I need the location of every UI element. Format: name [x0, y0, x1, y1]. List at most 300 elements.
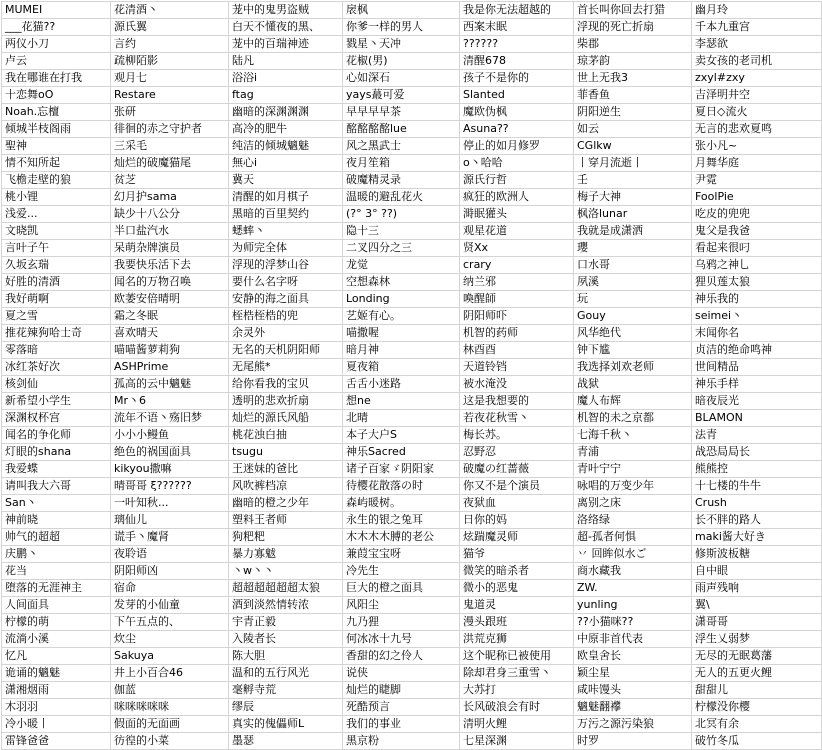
- table-cell[interactable]: 青浦: [574, 444, 692, 461]
- table-cell[interactable]: 毫孵寺荒: [229, 682, 343, 699]
- table-cell[interactable]: 溡眠獾头: [460, 206, 574, 223]
- table-cell[interactable]: 人间面具: [2, 597, 111, 614]
- table-cell[interactable]: 帅气的超超: [2, 529, 111, 546]
- table-cell[interactable]: 长风破浪会有时: [460, 699, 574, 716]
- table-cell[interactable]: 月舞华庭: [692, 155, 822, 172]
- table-cell[interactable]: 柠檬的萌: [2, 614, 111, 631]
- table-cell[interactable]: 缺少十八公分: [111, 206, 229, 223]
- table-cell[interactable]: 香甜的幻之伶人: [343, 648, 460, 665]
- table-cell[interactable]: 翼\: [692, 597, 822, 614]
- table-cell[interactable]: 日你的妈: [460, 512, 574, 529]
- table-cell[interactable]: 末闻你名: [692, 325, 822, 342]
- table-cell[interactable]: 墨瑟: [229, 733, 343, 750]
- table-cell[interactable]: 纳兰邪: [460, 274, 574, 291]
- table-cell[interactable]: 龙觉: [343, 257, 460, 274]
- table-cell[interactable]: 喵撒喔: [343, 325, 460, 342]
- table-cell[interactable]: 无尾熊*: [229, 359, 343, 376]
- table-cell[interactable]: yays蕞可爱: [343, 87, 460, 104]
- table-cell[interactable]: 花椒(男): [343, 53, 460, 70]
- table-cell[interactable]: 战狱: [574, 376, 692, 393]
- table-cell[interactable]: 发芽的小仙童: [111, 597, 229, 614]
- table-cell[interactable]: 超超超超超超太狼: [229, 580, 343, 597]
- table-cell[interactable]: 吃皮的兜兜: [692, 206, 822, 223]
- table-cell[interactable]: 你爹一样的男人: [343, 19, 460, 36]
- table-cell[interactable]: 丷 回眸似水ご: [574, 546, 692, 563]
- table-cell[interactable]: 熊熊控: [692, 461, 822, 478]
- table-cell[interactable]: 暗夜辰光: [692, 393, 822, 410]
- table-cell[interactable]: 浮生乂弱梦: [692, 631, 822, 648]
- table-cell[interactable]: zxyl#zxy: [692, 70, 822, 87]
- table-cell[interactable]: 无人的五更火鲤: [692, 665, 822, 682]
- table-cell[interactable]: 时罗: [574, 733, 692, 750]
- table-cell[interactable]: Restare: [111, 87, 229, 104]
- table-cell[interactable]: 霜之冬眠: [111, 308, 229, 325]
- table-cell[interactable]: 林酉酉: [460, 342, 574, 359]
- table-cell[interactable]: Noah.忘檀: [2, 104, 111, 121]
- table-cell[interactable]: 十恋舞oO: [2, 87, 111, 104]
- table-cell[interactable]: 桃小锂: [2, 189, 111, 206]
- table-cell[interactable]: 瓔: [574, 240, 692, 257]
- table-cell[interactable]: 九乃狸: [343, 614, 460, 631]
- table-cell[interactable]: 贞洁的绝命鸣神: [692, 342, 822, 359]
- table-cell[interactable]: 本子大户S: [343, 427, 460, 444]
- table-cell[interactable]: 推花辣狗哈士奇: [2, 325, 111, 342]
- table-cell[interactable]: 柠檬没你樱: [692, 699, 822, 716]
- table-cell[interactable]: 冀天: [229, 172, 343, 189]
- table-cell[interactable]: 桃花浊白抽: [229, 427, 343, 444]
- table-cell[interactable]: 卢云: [2, 53, 111, 70]
- table-cell[interactable]: 安静的海之面具: [229, 291, 343, 308]
- table-cell[interactable]: 清醒678: [460, 53, 574, 70]
- table-cell[interactable]: 灿烂的源氏风船: [229, 410, 343, 427]
- table-cell[interactable]: 幽暗的深渊渊渊: [229, 104, 343, 121]
- table-cell[interactable]: 何冰冰十九号: [343, 631, 460, 648]
- table-cell[interactable]: 彷徨的小菜: [111, 733, 229, 750]
- table-cell[interactable]: 冷小暖丨: [2, 716, 111, 733]
- table-cell[interactable]: 冷先生: [343, 563, 460, 580]
- table-cell[interactable]: 七海千秋丶: [574, 427, 692, 444]
- table-cell[interactable]: 堕落的无涯神主: [2, 580, 111, 597]
- table-cell[interactable]: 塑料王者师: [229, 512, 343, 529]
- table-cell[interactable]: 十七楼的牛牛: [692, 478, 822, 495]
- table-cell[interactable]: 透明的悲欢折扇: [229, 393, 343, 410]
- table-cell[interactable]: crary: [460, 257, 574, 274]
- table-cell[interactable]: 幻月护sama: [111, 189, 229, 206]
- table-cell[interactable]: 纯洁的倾城魑魅: [229, 138, 343, 155]
- table-cell[interactable]: 隐十三: [343, 223, 460, 240]
- table-cell[interactable]: 首长叫你回去打猎: [574, 2, 692, 19]
- table-cell[interactable]: 幽暗的橙之少年: [229, 495, 343, 512]
- table-cell[interactable]: 乌鸦之神乚: [692, 257, 822, 274]
- table-cell[interactable]: 王迷妹的爸比: [229, 461, 343, 478]
- table-cell[interactable]: 两仪小刀: [2, 36, 111, 53]
- table-cell[interactable]: 梅长苏。: [460, 427, 574, 444]
- table-cell[interactable]: 欧皇舍长: [574, 648, 692, 665]
- table-cell[interactable]: Crush: [692, 495, 822, 512]
- table-cell[interactable]: 晴哥哥 ξ??????: [111, 478, 229, 495]
- table-cell[interactable]: 兼葭宝宝呀: [343, 546, 460, 563]
- table-cell[interactable]: 夏夜箱: [343, 359, 460, 376]
- table-cell[interactable]: 风华绝代: [574, 325, 692, 342]
- table-cell[interactable]: 玩: [574, 291, 692, 308]
- table-cell[interactable]: 夜聆语: [111, 546, 229, 563]
- table-cell[interactable]: 心如深石: [343, 70, 460, 87]
- table-cell[interactable]: 余灵外: [229, 325, 343, 342]
- table-cell[interactable]: 孩子不是你的: [460, 70, 574, 87]
- table-cell[interactable]: 法青: [692, 427, 822, 444]
- table-cell[interactable]: 宿命: [111, 580, 229, 597]
- table-cell[interactable]: 七星深渊: [460, 733, 574, 750]
- table-cell[interactable]: 巨大的橙之面具: [343, 580, 460, 597]
- table-cell[interactable]: 青叶宁宁: [574, 461, 692, 478]
- table-cell[interactable]: 我就是成潇洒: [574, 223, 692, 240]
- table-cell[interactable]: 暴力寡魃: [229, 546, 343, 563]
- table-cell[interactable]: Asuna??: [460, 121, 574, 138]
- table-cell[interactable]: Gouy: [574, 308, 692, 325]
- table-cell[interactable]: 一叶知秋...: [111, 495, 229, 512]
- table-cell[interactable]: 自中眼: [692, 563, 822, 580]
- table-cell[interactable]: 要什么名字呀: [229, 274, 343, 291]
- table-cell[interactable]: 夏日◇流火: [692, 104, 822, 121]
- table-cell[interactable]: 洛络绿: [574, 512, 692, 529]
- table-cell[interactable]: 舌舌小迷路: [343, 376, 460, 393]
- table-cell[interactable]: 这个昵称已被使用: [460, 648, 574, 665]
- table-cell[interactable]: 茏中的鬼男盗贼: [229, 2, 343, 19]
- table-cell[interactable]: ftag: [229, 87, 343, 104]
- table-cell[interactable]: 夜狱血: [460, 495, 574, 512]
- table-cell[interactable]: 请叫我大六哥: [2, 478, 111, 495]
- table-cell[interactable]: 飞檐走壁的狼: [2, 172, 111, 189]
- table-cell[interactable]: 漫头跟班: [460, 614, 574, 631]
- table-cell[interactable]: 好胜的清酒: [2, 274, 111, 291]
- table-cell[interactable]: 北冥有余: [692, 716, 822, 733]
- table-cell[interactable]: 万污之源污染狼: [574, 716, 692, 733]
- table-cell[interactable]: 李瑟欲: [692, 36, 822, 53]
- table-cell[interactable]: 深渊权杯宫: [2, 410, 111, 427]
- table-cell[interactable]: 花当: [2, 563, 111, 580]
- table-cell[interactable]: 我选择刘欢老师: [574, 359, 692, 376]
- table-cell[interactable]: 超-孤者何惧: [574, 529, 692, 546]
- table-cell[interactable]: 阴阳师凶: [111, 563, 229, 580]
- table-cell[interactable]: ASHPrime: [111, 359, 229, 376]
- table-cell[interactable]: 久坂玄瑞: [2, 257, 111, 274]
- table-cell[interactable]: 聖神: [2, 138, 111, 155]
- table-cell[interactable]: 咸咔馒头: [574, 682, 692, 699]
- table-cell[interactable]: (?° 3° ??): [343, 206, 460, 223]
- table-cell[interactable]: 空想森林: [343, 274, 460, 291]
- table-cell[interactable]: 猫爷: [460, 546, 574, 563]
- table-cell[interactable]: 诸子百家ゞ阴阳家: [343, 461, 460, 478]
- table-cell[interactable]: 真实的傀儡师L: [229, 716, 343, 733]
- table-cell[interactable]: 伽蓝: [111, 682, 229, 699]
- table-cell[interactable]: 口水哥: [574, 257, 692, 274]
- table-cell[interactable]: maki酱大好き: [692, 529, 822, 546]
- table-cell[interactable]: 甜甜儿: [692, 682, 822, 699]
- table-cell[interactable]: 倾城半枝阁雨: [2, 121, 111, 138]
- table-cell[interactable]: 源氏行哲: [460, 172, 574, 189]
- table-cell[interactable]: 破魔の红蔷薇: [460, 461, 574, 478]
- table-cell[interactable]: 源氏翼: [111, 19, 229, 36]
- table-cell[interactable]: Sakuya: [111, 648, 229, 665]
- table-cell[interactable]: 琼茅韵: [574, 53, 692, 70]
- table-cell[interactable]: 吉泽明井空: [692, 87, 822, 104]
- table-cell[interactable]: 温暖的避乱花火: [343, 189, 460, 206]
- table-cell[interactable]: 贤Xx: [460, 240, 574, 257]
- table-cell[interactable]: 机智的药师: [460, 325, 574, 342]
- table-cell[interactable]: 忆凡: [2, 648, 111, 665]
- table-cell[interactable]: 我们的事业: [343, 716, 460, 733]
- table-cell[interactable]: 缪辰: [229, 699, 343, 716]
- table-cell[interactable]: 魔人布辉: [574, 393, 692, 410]
- table-cell[interactable]: 这是我想要的: [460, 393, 574, 410]
- table-cell[interactable]: 待樱花散落の时: [343, 478, 460, 495]
- table-cell[interactable]: 大苏打: [460, 682, 574, 699]
- table-cell[interactable]: 喵喵酱萝莉狗: [111, 342, 229, 359]
- table-cell[interactable]: 黑暗的百里契约: [229, 206, 343, 223]
- table-cell[interactable]: 丨穿月流逝丨: [574, 155, 692, 172]
- table-cell[interactable]: 观月七: [111, 70, 229, 87]
- table-cell[interactable]: 风之黑武士: [343, 138, 460, 155]
- table-cell[interactable]: 我要快乐活下去: [111, 257, 229, 274]
- table-cell[interactable]: 灯眼的shana: [2, 444, 111, 461]
- table-cell[interactable]: 神前晓: [2, 512, 111, 529]
- table-cell[interactable]: 长不胖的路人: [692, 512, 822, 529]
- table-cell[interactable]: 商水藏我: [574, 563, 692, 580]
- table-cell[interactable]: 梅子大神: [574, 189, 692, 206]
- table-cell[interactable]: 幽月玲: [692, 2, 822, 19]
- table-cell[interactable]: 绝色的祸国面具: [111, 444, 229, 461]
- table-cell[interactable]: 世上无我3: [574, 70, 692, 87]
- table-cell[interactable]: 若夜花秋雪丶: [460, 410, 574, 427]
- table-cell[interactable]: 核剑仙: [2, 376, 111, 393]
- table-cell[interactable]: 宇青正毅: [229, 614, 343, 631]
- table-cell[interactable]: 死酷预言: [343, 699, 460, 716]
- table-cell[interactable]: 张小凡~: [692, 138, 822, 155]
- table-cell[interactable]: 黑京粉: [343, 733, 460, 750]
- table-cell[interactable]: 中原非首代表: [574, 631, 692, 648]
- table-cell[interactable]: 陆凡: [229, 53, 343, 70]
- table-cell[interactable]: 被水淹没: [460, 376, 574, 393]
- table-cell[interactable]: 假面的无面画: [111, 716, 229, 733]
- table-cell[interactable]: 情不知所起: [2, 155, 111, 172]
- table-cell[interactable]: 我是你无法超越的: [460, 2, 574, 19]
- table-cell[interactable]: 看起来很叼: [692, 240, 822, 257]
- table-cell[interactable]: 魑魅翻襻: [574, 699, 692, 716]
- table-cell[interactable]: 柴郡: [574, 36, 692, 53]
- table-cell[interactable]: 浅爱...: [2, 206, 111, 223]
- table-cell[interactable]: 清明火鲤: [460, 716, 574, 733]
- table-cell[interactable]: 夜月笙箱: [343, 155, 460, 172]
- table-cell[interactable]: 战恐局局长: [692, 444, 822, 461]
- table-cell[interactable]: 闻名的万物召唤: [111, 274, 229, 291]
- table-cell[interactable]: 张研: [111, 104, 229, 121]
- table-cell[interactable]: 茏中的百瑞神迹: [229, 36, 343, 53]
- table-cell[interactable]: 阴阳师吓: [460, 308, 574, 325]
- table-cell[interactable]: 下午五点的、: [111, 614, 229, 631]
- table-cell[interactable]: 零落暗: [2, 342, 111, 359]
- table-cell[interactable]: 鬼道灵: [460, 597, 574, 614]
- table-cell[interactable]: 徘徊的赤之守护者: [111, 121, 229, 138]
- table-cell[interactable]: 停止的如月修罗: [460, 138, 574, 155]
- table-cell[interactable]: 狗粑粑: [229, 529, 343, 546]
- table-cell[interactable]: 说侠: [343, 665, 460, 682]
- table-cell[interactable]: 呆萌杂牌演员: [111, 240, 229, 257]
- table-cell[interactable]: 想ne: [343, 393, 460, 410]
- table-cell[interactable]: 千本九重宫: [692, 19, 822, 36]
- table-cell[interactable]: 枫洛lunar: [574, 206, 692, 223]
- table-cell[interactable]: 温和的五行风光: [229, 665, 343, 682]
- table-cell[interactable]: 夙溪: [574, 274, 692, 291]
- table-cell[interactable]: 丶w丶丶: [229, 563, 343, 580]
- table-cell[interactable]: San丶: [2, 495, 111, 512]
- table-cell[interactable]: 流年不语丶殇旧梦: [111, 410, 229, 427]
- table-cell[interactable]: 鬼父是我爸: [692, 223, 822, 240]
- table-cell[interactable]: 为师完全体: [229, 240, 343, 257]
- table-cell[interactable]: 酩酩酩酩lue: [343, 121, 460, 138]
- table-cell[interactable]: 我爱蝶: [2, 461, 111, 478]
- table-cell[interactable]: 灿烂的破魔猫尾: [111, 155, 229, 172]
- table-cell[interactable]: 冰红茶好次: [2, 359, 111, 376]
- table-cell[interactable]: 小小小鳗鱼: [111, 427, 229, 444]
- table-cell[interactable]: 菲香鱼: [574, 87, 692, 104]
- table-cell[interactable]: 森屿暖树。: [343, 495, 460, 512]
- table-cell[interactable]: 离别之床: [574, 495, 692, 512]
- table-cell[interactable]: 雷锋爸爸: [2, 733, 111, 750]
- table-cell[interactable]: 半口盐汽水: [111, 223, 229, 240]
- table-cell[interactable]: 艺姬有心。: [343, 308, 460, 325]
- table-cell[interactable]: 戮星丶天冲: [343, 36, 460, 53]
- table-cell[interactable]: 忍野忍: [460, 444, 574, 461]
- table-cell[interactable]: 流淌小溪: [2, 631, 111, 648]
- table-cell[interactable]: 西案末眠: [460, 19, 574, 36]
- table-cell[interactable]: 咏唱的万变少年: [574, 478, 692, 495]
- table-cell[interactable]: 喚醒師: [460, 291, 574, 308]
- table-cell[interactable]: 壬: [574, 172, 692, 189]
- table-cell[interactable]: ___花猫??: [2, 19, 111, 36]
- table-cell[interactable]: 无言的悲欢夏鸣: [692, 121, 822, 138]
- table-cell[interactable]: 言约: [111, 36, 229, 53]
- table-cell[interactable]: 无尽的无眠葛藩: [692, 648, 822, 665]
- table-cell[interactable]: 言叶子午: [2, 240, 111, 257]
- table-cell[interactable]: 文晓凯: [2, 223, 111, 240]
- table-cell[interactable]: 孤高的云中魑魅: [111, 376, 229, 393]
- table-cell[interactable]: 神乐手样: [692, 376, 822, 393]
- table-cell[interactable]: 狸贝莲太狼: [692, 274, 822, 291]
- table-cell[interactable]: ??小猫咪??: [574, 614, 692, 631]
- table-cell[interactable]: 疏柳陌影: [111, 53, 229, 70]
- table-cell[interactable]: BLAMON: [692, 410, 822, 427]
- table-cell[interactable]: FoolPie: [692, 189, 822, 206]
- table-cell[interactable]: 雨声残响: [692, 580, 822, 597]
- table-cell[interactable]: 机智的未之京都: [574, 410, 692, 427]
- table-cell[interactable]: 清醒的如月棋子: [229, 189, 343, 206]
- table-cell[interactable]: o丶哈哈: [460, 155, 574, 172]
- table-cell[interactable]: 微笑的暗杀者: [460, 563, 574, 580]
- table-cell[interactable]: 修斯波板糖: [692, 546, 822, 563]
- table-cell[interactable]: 破竹冬瓜: [692, 733, 822, 750]
- table-cell[interactable]: 璃仙儿: [111, 512, 229, 529]
- table-cell[interactable]: 世间精品: [692, 359, 822, 376]
- table-cell[interactable]: 微小的恶鬼: [460, 580, 574, 597]
- table-cell[interactable]: 神乐我的: [692, 291, 822, 308]
- table-cell[interactable]: 酒到淡然情转浓: [229, 597, 343, 614]
- table-cell[interactable]: 炊尘: [111, 631, 229, 648]
- table-cell[interactable]: 贫芝: [111, 172, 229, 189]
- table-cell[interactable]: MUMEI: [2, 2, 111, 19]
- table-cell[interactable]: ??????: [460, 36, 574, 53]
- table-cell[interactable]: seimei丶: [692, 308, 822, 325]
- table-cell[interactable]: Slanted: [460, 87, 574, 104]
- table-cell[interactable]: 欧萎安倍晴明: [111, 291, 229, 308]
- table-cell[interactable]: 扆枫: [343, 2, 460, 19]
- table-cell[interactable]: 潇湘烟雨: [2, 682, 111, 699]
- table-cell[interactable]: 二叉四分之三: [343, 240, 460, 257]
- table-cell[interactable]: Mr丶6: [111, 393, 229, 410]
- table-cell[interactable]: 浮现的死亡折扇: [574, 19, 692, 36]
- table-cell[interactable]: 潇哥哥: [692, 614, 822, 631]
- table-cell[interactable]: 阴阳逆生: [574, 104, 692, 121]
- table-cell[interactable]: 高冷的肥牛: [229, 121, 343, 138]
- table-cell[interactable]: 钟下尴: [574, 342, 692, 359]
- table-cell[interactable]: 炫踹魔灵师: [460, 529, 574, 546]
- table-cell[interactable]: 夏之雪: [2, 308, 111, 325]
- table-cell[interactable]: 新希望小学生: [2, 393, 111, 410]
- table-cell[interactable]: 浮现的浮梦山谷: [229, 257, 343, 274]
- table-cell[interactable]: yunling: [574, 597, 692, 614]
- table-cell[interactable]: tsugu: [229, 444, 343, 461]
- table-cell[interactable]: 观星花道: [460, 223, 574, 240]
- table-cell[interactable]: 無心i: [229, 155, 343, 172]
- table-cell[interactable]: 颖尘星: [574, 665, 692, 682]
- table-cell[interactable]: 浴浴i: [229, 70, 343, 87]
- table-cell[interactable]: 木木木木膊的老公: [343, 529, 460, 546]
- table-cell[interactable]: 咪咪咪咪咪: [111, 699, 229, 716]
- table-cell[interactable]: 你又不是个演员: [460, 478, 574, 495]
- table-cell[interactable]: 疯狂的欧洲人: [460, 189, 574, 206]
- table-cell[interactable]: 北晴: [343, 410, 460, 427]
- table-cell[interactable]: CGlkw: [574, 138, 692, 155]
- table-cell[interactable]: 我在哪谁在打我: [2, 70, 111, 87]
- table-cell[interactable]: 喜欢晴天: [111, 325, 229, 342]
- table-cell[interactable]: 神乐Sacred: [343, 444, 460, 461]
- table-cell[interactable]: 无名的天机阴阳师: [229, 342, 343, 359]
- table-cell[interactable]: 灿烂的睫脚: [343, 682, 460, 699]
- table-cell[interactable]: 洪荒克狮: [460, 631, 574, 648]
- table-cell[interactable]: 桎梏桎梏的兜: [229, 308, 343, 325]
- table-cell[interactable]: 庆鹏丶: [2, 546, 111, 563]
- table-cell[interactable]: 诡诵的魑魅: [2, 665, 111, 682]
- table-cell[interactable]: Londing: [343, 291, 460, 308]
- table-cell[interactable]: 蟋蟀丶: [229, 223, 343, 240]
- table-cell[interactable]: 天道铃铛: [460, 359, 574, 376]
- table-cell[interactable]: 给你看我的宝贝: [229, 376, 343, 393]
- table-cell[interactable]: 谎手丶魔肾: [111, 529, 229, 546]
- table-cell[interactable]: 我好萌啊: [2, 291, 111, 308]
- table-cell[interactable]: 破魔精灵录: [343, 172, 460, 189]
- table-cell[interactable]: 风阳尘: [343, 597, 460, 614]
- table-cell[interactable]: 魔欧伪枫: [460, 104, 574, 121]
- table-cell[interactable]: 木羽羽: [2, 699, 111, 716]
- table-cell[interactable]: 早早早早茶: [343, 104, 460, 121]
- table-cell[interactable]: kikyou撒嘛: [111, 461, 229, 478]
- table-cell[interactable]: 陈大胆: [229, 648, 343, 665]
- table-cell[interactable]: 卖女孩的老司机: [692, 53, 822, 70]
- table-cell[interactable]: 暗月神: [343, 342, 460, 359]
- table-cell[interactable]: 尹霓: [692, 172, 822, 189]
- table-cell[interactable]: ZW.: [574, 580, 692, 597]
- table-cell[interactable]: 花清酒丶: [111, 2, 229, 19]
- table-cell[interactable]: 如云: [574, 121, 692, 138]
